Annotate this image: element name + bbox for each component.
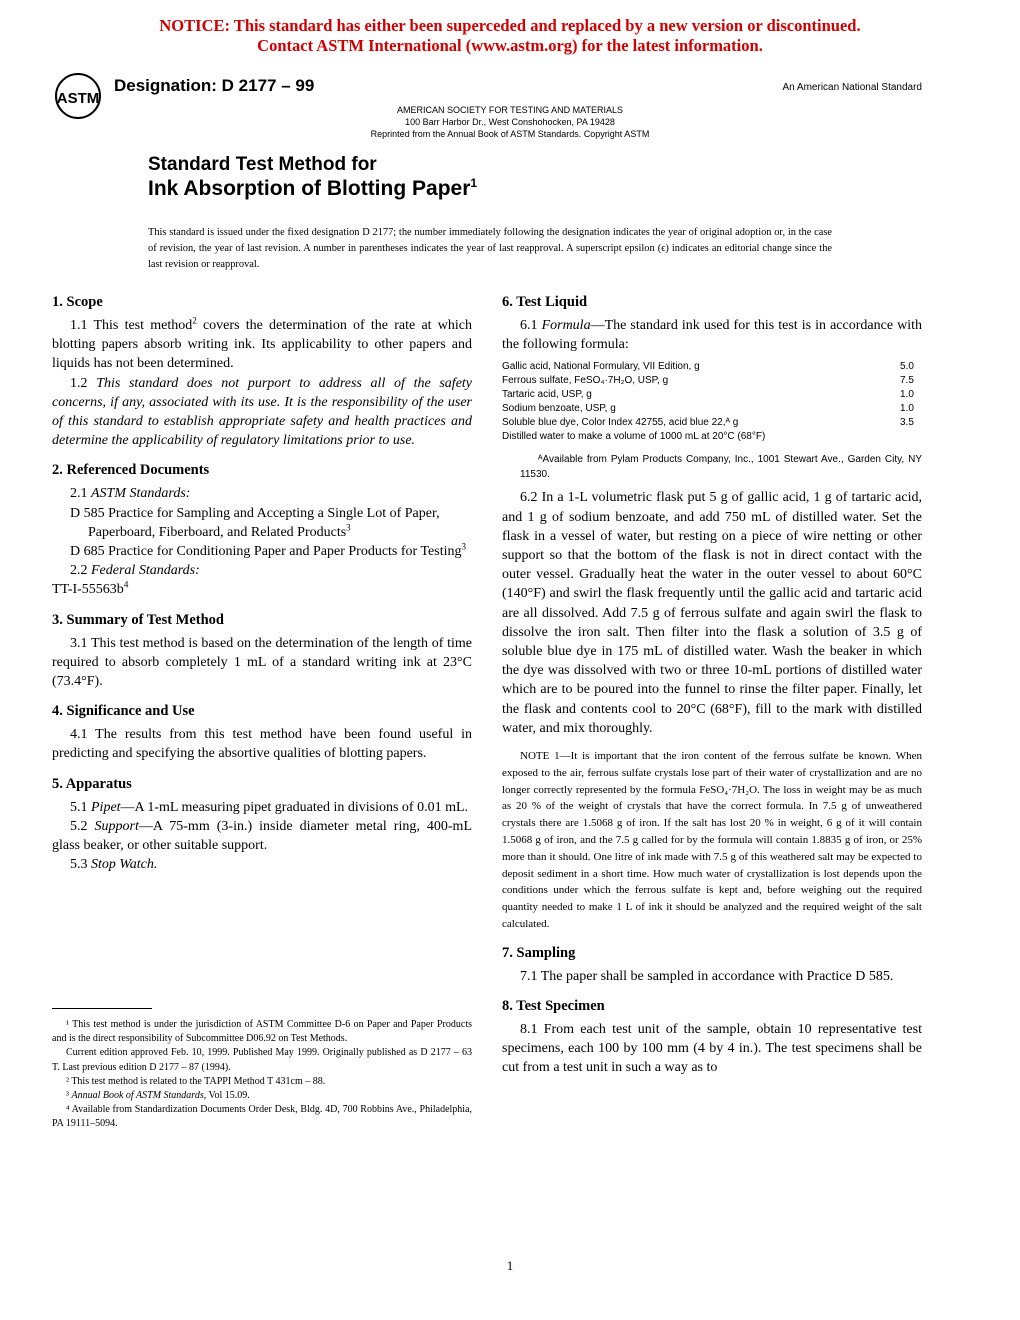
ref-d585: D 585 Practice for Sampling and Accepting a Single Lot of Paper, Paperboard, Fiberboard, and Related Products$^3$	[70, 505, 440, 540]
section-test-specimen	[502, 996, 922, 1078]
formula-amount: 1.0	[900, 403, 914, 415]
footnote-1b: Current edition approved Feb. 10, 1999. Published May 1999. Originally published as D 2177 – 63 T. Last previous edition D 2177 – 87 (1994).	[52, 1047, 472, 1073]
summary-heading: 3. Summary of Test Method	[52, 611, 224, 628]
scope-heading: 1. Scope	[52, 294, 103, 310]
note-1: NOTE 1—It is important that the iron content of the ferrous sulfate be known. When exposed to the air, ferrous sulfate crystals lose part of their water of crystallization and are no longer correctly represented by the formula FeSO₄·7H₂O. The loss in weight may be as much as 20 % of the weight of crystals that have the correct formula. In 7.5 g of unweathered crystals there are 1.5068 g of iron. If the salt has lost 20 % in weight, 6 g of it will contain 1.5068 g of iron, and the 7.5 g called for by the formula will contain 1.8835 g of iron, or 25% more than it should. One litre of ink made with 7.5 g of this weathered salt may be expected to deposit sediment in a short time. How much water of crystallization is lost depends upon the conditions under which the ferrous sulfate is kept and, before weighing out the required quantity needed to make 1 L of ink it should be analyzed and the required weight of the salt calculated.	[502, 750, 922, 931]
astm-standards-label: 2.1 ASTM Standards:	[70, 486, 191, 502]
astm-logo-text: ASTM	[56, 90, 100, 107]
reprint-note: Reprinted from the Annual Book of ASTM Standards. Copyright ASTM	[370, 129, 650, 139]
astm-logo	[52, 72, 104, 120]
apparatus-p2: 5.2 Support—A 75-mm (3-in.) inside diameter metal ring, 400-mL glass beaker, or other suitable support.	[52, 818, 472, 854]
section-test-liquid	[502, 292, 922, 933]
section-referenced-documents	[52, 460, 472, 599]
liquid-p2: 6.2 In a 1-L volumetric flask put 5 g of gallic acid, 1 g of tartaric acid, and 1 g of sodium benzoate, and add 750 mL of distilled water. Set the flask in a vessel of water, but resting on a piece of wire netting or other support so that the bottom of the flask is not in direct contact with the outer vessel. Gradually heat the water in the outer vessel to about 60°C (140°F) and swirl the flask frequently until the gallic acid and tartaric acid are all dissolved. Add 7.5 g of ferrous sulfate and again swirl the flask to dissolve the iron salt. Then filter into the flask a solution of 3.5 g of soluble blue dye in 175 mL of distilled water. Wash the beaker in which the dye was dissolved with two or three 10-mL portions of distilled water which are to be poured into the funnel to rinse the filter paper. Finally, let the flask and contents cool to 20°C (68°F), fill to the mark with distilled water, and mix thoroughly.	[502, 490, 922, 736]
referenced-heading: 2. Referenced Documents	[52, 462, 210, 479]
designation: Designation: D 2177 – 99	[114, 76, 315, 95]
formula-amount: 1.0	[900, 389, 914, 401]
section-significance	[52, 701, 472, 763]
footnote-1: ¹ This test method is under the jurisdiction of ASTM Committee D-6 on Paper and Paper Products and is the direct responsibility of Subcommittee D06.92 on Test Methods.	[52, 1019, 472, 1045]
supersede-notice	[0, 16, 1020, 56]
scope-p2: 1.2 This standard does not purport to address all of the safety concerns, if any, associated with its use. It is the responsibility of the user of this standard to establish appropriate safety and health practices and determine the applicability of regulatory limitations prior to use.	[52, 375, 473, 449]
formula-row	[502, 430, 922, 444]
sampling-heading: 7. Sampling	[502, 944, 576, 961]
ref-d685: D 685 Practice for Conditioning Paper and Paper Products for Testing$^3$	[70, 541, 466, 560]
specimen-p1: 8.1 From each test unit of the sample, obtain 10 representative test specimens, each 100 by 100 mm (4 by 4 in.). The test specimens shall be cut from a test unit in such a way as to	[502, 1022, 922, 1076]
section-summary	[52, 610, 472, 692]
formula-row	[502, 416, 922, 430]
notice-line-2: Contact ASTM International (www.astm.org) for the latest information.	[257, 36, 763, 55]
american-national-standard: An American National Standard	[782, 82, 922, 93]
significance-p1: 4.1 The results from this test method have been found useful in predicting and specifying the absortive qualities of blotting papers.	[52, 727, 472, 762]
section-sampling	[502, 943, 922, 986]
page-number: 1	[506, 1258, 514, 1273]
apparatus-p3: 5.3 Stop Watch.	[70, 857, 158, 873]
society-name: AMERICAN SOCIETY FOR TESTING AND MATERIALS	[396, 105, 624, 115]
significance-heading: 4. Significance and Use	[52, 703, 195, 720]
apparatus-p1: 5.1 Pipet—A 1-mL measuring pipet graduated in divisions of 0.01 mL.	[70, 799, 469, 815]
federal-standards-label: 2.2 Federal Standards:	[70, 563, 200, 579]
title-line-2	[148, 176, 477, 201]
right-column	[502, 292, 922, 1088]
formula-footnote: ᴬAvailable from Pylam Products Company, Inc., 1001 Stewart Ave., Garden City, NY 11530.	[520, 454, 922, 481]
society-address: 100 Barr Harbor Dr., West Conshohocken, PA 19428	[405, 117, 615, 127]
footnote-4: ⁴ Available from Standardization Documents Order Desk, Bldg. 4D, 700 Robbins Ave., Philadelphia, PA 19111–5094.	[52, 1104, 472, 1130]
title-line-1: Standard Test Method for	[148, 154, 377, 175]
section-apparatus	[52, 774, 472, 875]
formula-ingredient: Distilled water to make a volume of 1000 mL at 20°C (68°F)	[502, 431, 766, 443]
liquid-heading: 6. Test Liquid	[502, 294, 588, 310]
title-footnote-mark: 1	[470, 176, 478, 190]
formula-row	[502, 388, 922, 402]
formula-amount: 3.5	[900, 417, 914, 429]
formula-row	[502, 374, 922, 388]
formula-amount: 7.5	[900, 375, 914, 387]
footnotes	[52, 1018, 472, 1132]
formula-ingredient: Soluble blue dye, Color Index 42755, acid blue 22,ᴬ g	[502, 417, 739, 429]
society-info	[300, 104, 720, 140]
left-column	[52, 292, 472, 884]
formula-ingredient: Gallic acid, National Formulary, VII Edition, g	[502, 361, 700, 373]
formula-ingredient: Tartaric acid, USP, g	[502, 389, 592, 401]
liquid-p1: 6.1 Formula—The standard ink used for this test is in accordance with the following formula:	[502, 318, 922, 353]
footnote-2: ² This test method is related to the TAPPI Method T 431cm – 88.	[66, 1075, 326, 1087]
title-text: Ink Absorption of Blotting Paper	[148, 177, 471, 200]
formula-row	[502, 360, 922, 374]
footnote-rule	[52, 1008, 152, 1009]
ref-tt: $TT-I-55563b^4$	[52, 579, 129, 598]
issuance-statement: This standard is issued under the fixed designation D 2177; the number immediately following the designation indicates the year of original adoption or, in the case of revision, the year of last revision. A number in parentheses indicates the year of last reapproval. A superscript epsilon (ϵ) indicates an editorial change since the last revision or reapproval.	[148, 227, 832, 270]
section-scope	[52, 292, 472, 450]
specimen-heading: 8. Test Specimen	[502, 998, 605, 1015]
formula-amount: 5.0	[900, 361, 914, 373]
notice-line-1: NOTICE: This standard has either been superceded and replaced by a new version or discontinued.	[159, 16, 861, 35]
formula-ingredient: Ferrous sulfate, FeSO₄·7H₂O, USP, g	[502, 375, 669, 387]
formula-amount	[900, 430, 922, 444]
scope-p1: 1.1 This test method$^2$ covers the determination of the rate at which blotting papers absorb writing ink. Its applicability to other papers and liquids has not been determined.	[52, 315, 472, 372]
apparatus-heading: 5. Apparatus	[52, 775, 132, 792]
formula-row	[502, 402, 922, 416]
summary-p1: 3.1 This test method is based on the determination of the length of time required to absorb completely 1 mL of a standard writing ink at 23°C (73.4°F).	[52, 635, 472, 690]
formula-ingredient: Sodium benzoate, USP, g	[502, 403, 616, 415]
footnote-3: ³ Annual Book of ASTM Standards, Vol 15.09.	[66, 1090, 250, 1102]
formula-table	[502, 360, 922, 444]
sampling-p1: 7.1 The paper shall be sampled in accordance with Practice D 585.	[520, 968, 894, 984]
